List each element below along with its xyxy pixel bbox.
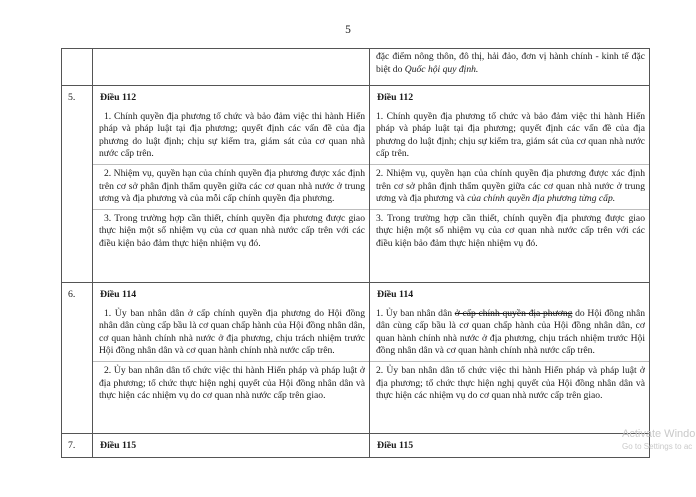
italic-text: của chính quyền địa phương từng cấp. <box>467 193 616 205</box>
paragraph-text: 2. Ủy ban nhân dân tổ chức việc thi hành Hiến pháp và pháp luật ở địa phương; tổ chức thực hiện nghị quyết của Hội đồng nhân dân và thực hiện các nhiệm vụ do cơ quan nhà nước cấp trên giao. <box>99 364 365 402</box>
old-text-cell <box>93 434 370 458</box>
row-index: 6. <box>62 283 93 434</box>
old-text-cell <box>93 283 370 434</box>
old-text-cell <box>93 49 370 86</box>
article-title: Điều 114 <box>377 289 414 300</box>
paragraph-text: 1. Ủy ban nhân dân ở cấp chính quyền địa phương do Hội đồng nhân dân cùng cấp bầu là cơ quan chấp hành của Hội đồng nhân dân, cơ quan hành chính nhà nước ở địa phương, chịu trách nhiệm trước Hội đồng nhân dân và cơ quan hành chính nhà nước cấp trên. <box>99 307 365 357</box>
paragraph <box>370 209 649 254</box>
new-text-cell <box>370 434 650 458</box>
paragraph <box>370 49 649 79</box>
table-row <box>62 86 650 283</box>
activation-watermark <box>622 428 695 451</box>
row-index <box>62 49 93 86</box>
article-title: Điều 112 <box>377 92 414 103</box>
table-row <box>62 434 650 458</box>
paragraph <box>93 164 369 209</box>
paragraph <box>93 108 369 164</box>
new-text-cell <box>370 283 650 434</box>
paragraph-text: 2. Nhiệm vụ, quyền hạn của chính quyền địa phương được xác định trên cơ sở phân định thẩm quyền giữa các cơ quan nhà nước ở trung ương và địa phương và <box>376 167 645 205</box>
paragraph <box>370 164 649 209</box>
paragraph <box>370 361 649 406</box>
paragraph <box>93 209 369 254</box>
paragraph-text: 1. Chính quyền địa phương tổ chức và bảo đảm việc thi hành Hiến pháp và pháp luật tại địa phương; quyết định các vấn đề của địa phương do luật định; chịu sự kiểm tra, giám sát của cơ quan nhà nước cấp trên. <box>99 110 365 160</box>
struck-text: ở cấp chính quyền địa phương <box>454 307 573 319</box>
paragraph <box>93 305 369 361</box>
paragraph <box>370 108 649 164</box>
paragraph-text: 1. Chính quyền địa phương tổ chức và bảo đảm việc thi hành Hiến pháp và pháp luật tại địa phương; quyết định các vấn đề của địa phương do luật định; chịu sự kiểm tra, giám sát của cơ quan nhà nước cấp trên. <box>376 110 645 160</box>
article-title: Điều 114 <box>100 289 137 300</box>
old-text-cell <box>93 86 370 283</box>
watermark-line: Activate Windo <box>622 428 696 440</box>
table-row <box>62 49 650 86</box>
paragraph <box>93 361 369 406</box>
row-index: 5. <box>62 86 93 283</box>
row-index: 7. <box>62 434 93 458</box>
new-text-cell <box>370 86 650 283</box>
paragraph-text: 1. Ủy ban nhân dân <box>376 307 455 319</box>
comparison-table <box>61 48 650 458</box>
paragraph-text: 2. Ủy ban nhân dân tổ chức việc thi hành Hiến pháp và pháp luật ở địa phương; tổ chức thực hiện nghị quyết của Hội đồng nhân dân và thực hiện các nhiệm vụ do cơ quan nhà nước cấp trên giao. <box>376 364 645 402</box>
italic-text: Quốc hội quy định. <box>404 63 479 75</box>
paragraph <box>370 305 649 361</box>
new-text-cell <box>370 49 650 86</box>
paragraph-text: 3. Trong trường hợp cần thiết, chính quyền địa phương được giao thực hiện một số nhiệm vụ của cơ quan nhà nước cấp trên với các điều kiện bảo đảm thực hiện nhiệm vụ đó. <box>99 212 365 249</box>
paragraph-text: 2. Nhiệm vụ, quyền hạn của chính quyền địa phương được xác định trên cơ sở phân định thẩm quyền giữa các cơ quan nhà nước ở trung ương và địa phương và của mỗi cấp chính quyền địa phương. <box>99 167 365 205</box>
watermark-line: Go to Settings to ac <box>622 442 693 451</box>
paragraph-text: 3. Trong trường hợp cần thiết, chính quyền địa phương được giao thực hiện một số nhiệm vụ của cơ quan nhà nước cấp trên với các điều kiện bảo đảm thực hiện nhiệm vụ đó. <box>376 212 645 249</box>
paragraph-text: do Hội đồng nhân dân cùng cấp bầu là cơ quan chấp hành của Hội đồng nhân dân, cơ quan hành chính nhà nước ở địa phương, chịu trách nhiệm trước Hội đồng nhân dân và cơ quan hành chính nhà nước cấp trên. <box>376 307 646 357</box>
article-title: Điều 115 <box>377 440 414 451</box>
article-title: Điều 112 <box>100 92 137 103</box>
page-number: 5 <box>345 24 351 36</box>
article-title: Điều 115 <box>100 440 137 451</box>
paragraph-text: đặc điểm nông thôn, đô thị, hải đảo, đơn vị hành chính - kinh tế đặc biệt do <box>376 51 645 75</box>
table-row <box>62 283 650 434</box>
